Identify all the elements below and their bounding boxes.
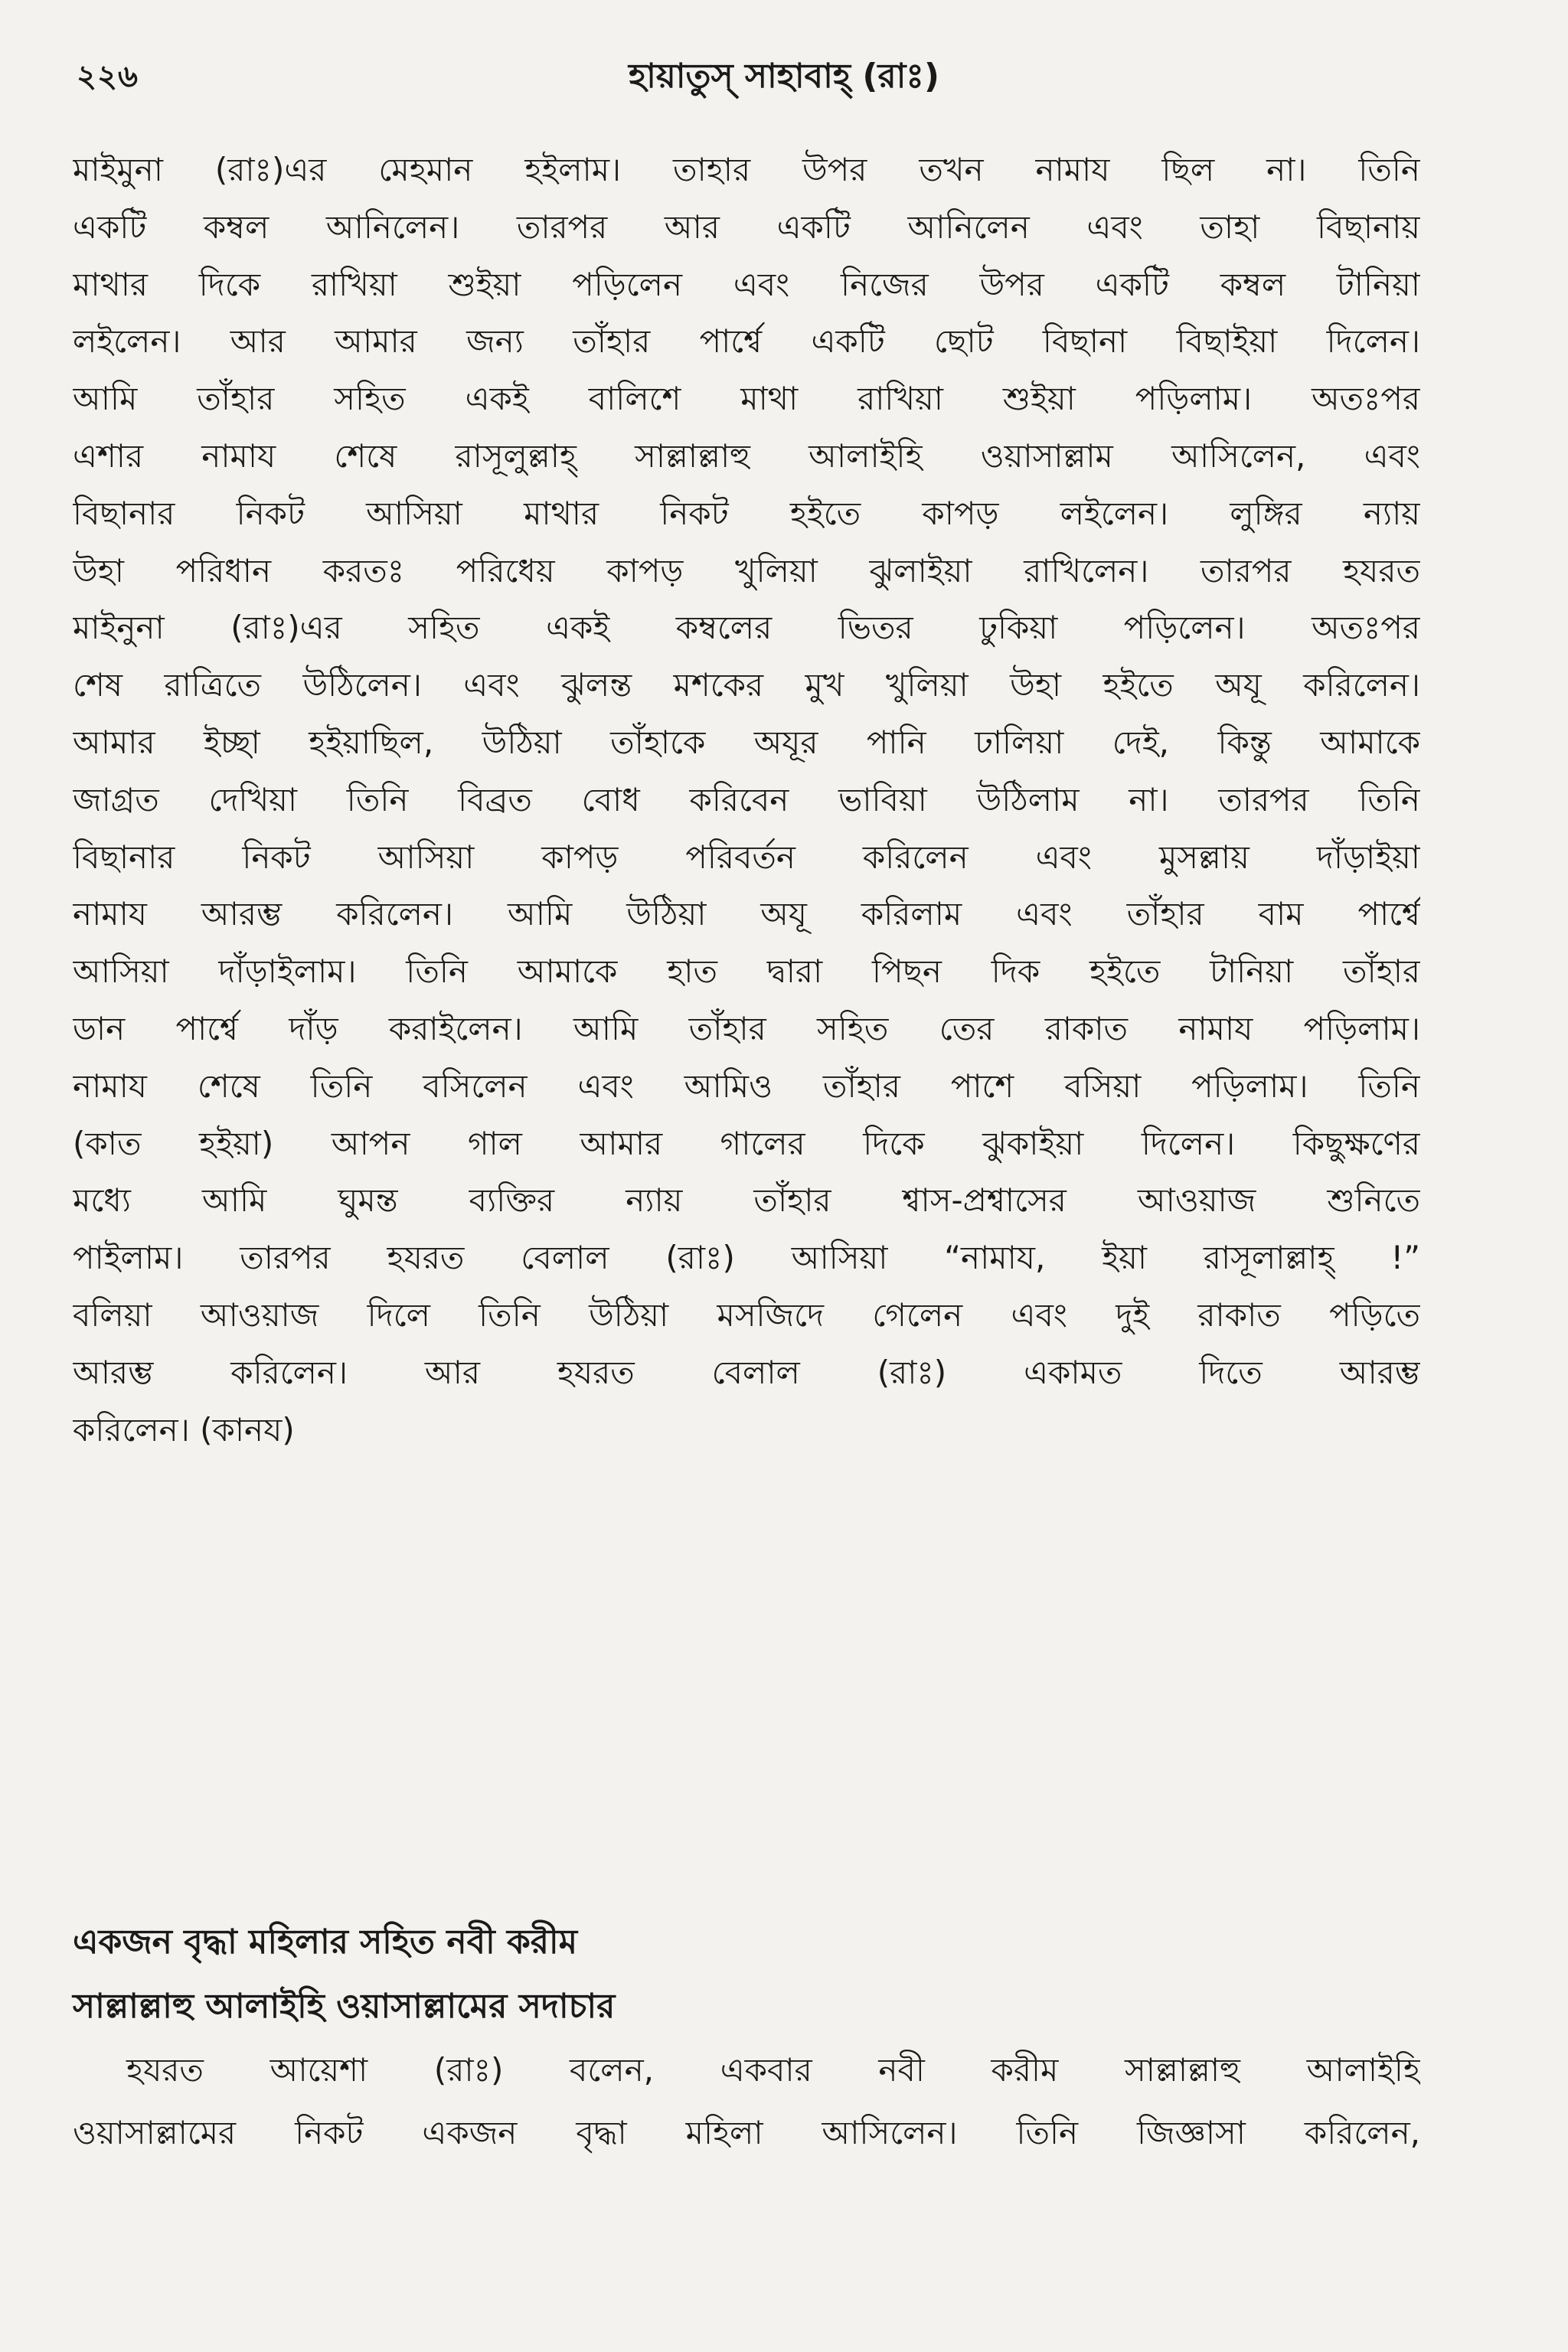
text-line: নামায শেষে তিনি বসিলেন এবং আমিও তাঁহার পাশে বসিয়া পড়িলাম। তিনি xyxy=(73,1067,1420,1105)
text-line: শেষ রাত্রিতে উঠিলেন। এবং ঝুলন্ত মশকের মুখ খুলিয়া উহা হইতে অযূ করিলেন। xyxy=(73,666,1420,704)
text-line: বিছানার নিকট আসিয়া মাথার নিকট হইতে কাপড় লইলেন। লুঙ্গির ন্যায় xyxy=(73,494,1420,532)
text-line: করিলেন। (কানয) xyxy=(73,1410,295,1449)
text-line: বলিয়া আওয়াজ দিলে তিনি উঠিয়া মসজিদে গেলেন এবং দুই রাকাত পড়িতে xyxy=(73,1295,1420,1334)
text-line: বিছানার নিকট আসিয়া কাপড় পরিবর্তন করিলেন এবং মুসল্লায় দাঁড়াইয়া xyxy=(73,838,1420,876)
text-line: মাইমুনা (রাঃ)এর মেহমান হইলাম। তাহার উপর তখন নামায ছিল না। তিনি xyxy=(73,151,1420,188)
text-line: উহা পরিধান করতঃ পরিধেয় কাপড় খুলিয়া ঝুলাইয়া রাখিলেন। তারপর হযরত xyxy=(73,551,1420,590)
text-line: মধ্যে আমি ঘুমন্ত ব্যক্তির ন্যায় তাঁহার শ্বাস-প্রশ্বাসের আওয়াজ শুনিতে xyxy=(73,1181,1420,1220)
section-elderly-woman xyxy=(73,1910,1420,2164)
text-line: একটি কম্বল আনিলেন। তারপর আর একটি আনিলেন এবং তাহা বিছানায় xyxy=(73,207,1420,246)
text-line: ডান পার্শ্বে দাঁড় করাইলেন। আমি তাঁহার সহিত তের রাকাত নামায পড়িলাম। xyxy=(73,1009,1420,1047)
text-line: নামায আরম্ভ করিলেন। আমি উঠিয়া অযূ করিলাম এবং তাঁহার বাম পার্শ্বে xyxy=(73,895,1420,933)
section-heading-line: একজন বৃদ্ধা মহিলার সহিত নবী করীম xyxy=(73,1922,578,1962)
text-line: আমি তাঁহার সহিত একই বালিশে মাথা রাখিয়া শুইয়া পড়িলাম। অতঃপর xyxy=(73,380,1420,418)
text-line: মাথার দিকে রাখিয়া শুইয়া পড়িলেন এবং নিজের উপর একটি কম্বল টানিয়া xyxy=(73,265,1420,303)
text-line: পাইলাম। তারপর হযরত বেলাল (রাঃ) আসিয়া “নামায, ইয়া রাসূলাল্লাহ্ !” xyxy=(73,1239,1420,1277)
text-line: আরম্ভ করিলেন। আর হযরত বেলাল (রাঃ) একামত দিতে আরম্ভ xyxy=(73,1353,1420,1391)
text-line: জাগ্রত দেখিয়া তিনি বিব্রত বোধ করিবেন ভাবিয়া উঠিলাম না। তারপর তিনি xyxy=(73,780,1420,818)
text-line: (কাত হইয়া) আপন গাল আমার গালের দিকে ঝুকাইয়া দিলেন। কিছুক্ষণের xyxy=(73,1124,1420,1162)
page-number: ২২৬ xyxy=(77,59,139,94)
text-line: মাইনুনা (রাঃ)এর সহিত একই কম্বলের ভিতর ঢুকিয়া পড়িলেন। অতঃপর xyxy=(73,609,1420,647)
main-paragraph xyxy=(73,142,1420,1459)
text-line: হযরত আয়েশা (রাঃ) বলেন, একবার নবী করীম সাল্লাল্লাহু আলাইহি xyxy=(126,2051,1420,2089)
text-line: ওয়াসাল্লামের নিকট একজন বৃদ্ধা মহিলা আসিলেন। তিনি জিজ্ঞাসা করিলেন, xyxy=(73,2114,1420,2151)
text-line: লইলেন। আর আমার জন্য তাঁহার পার্শ্বে একটি ছোট বিছানা বিছাইয়া দিলেন। xyxy=(73,322,1420,361)
text-line: আমার ইচ্ছা হইয়াছিল, উঠিয়া তাঁহাকে অযূর পানি ঢালিয়া দেই, কিন্তু আমাকে xyxy=(73,723,1420,761)
section-heading-line: সাল্লাল্লাহু আলাইহি ওয়াসাল্লামের সদাচার xyxy=(73,1987,616,2026)
text-line: এশার নামায শেষে রাসূলুল্লাহ্ সাল্লাল্লাহু আলাইহি ওয়াসাল্লাম আসিলেন, এবং xyxy=(73,436,1420,475)
text-line: আসিয়া দাঁড়াইলাম। তিনি আমাকে হাত দ্বারা পিছন দিক হইতে টানিয়া তাঁহার xyxy=(73,952,1420,991)
running-head: হায়াতুস্ সাহাবাহ্ (রাঃ) xyxy=(629,57,939,96)
